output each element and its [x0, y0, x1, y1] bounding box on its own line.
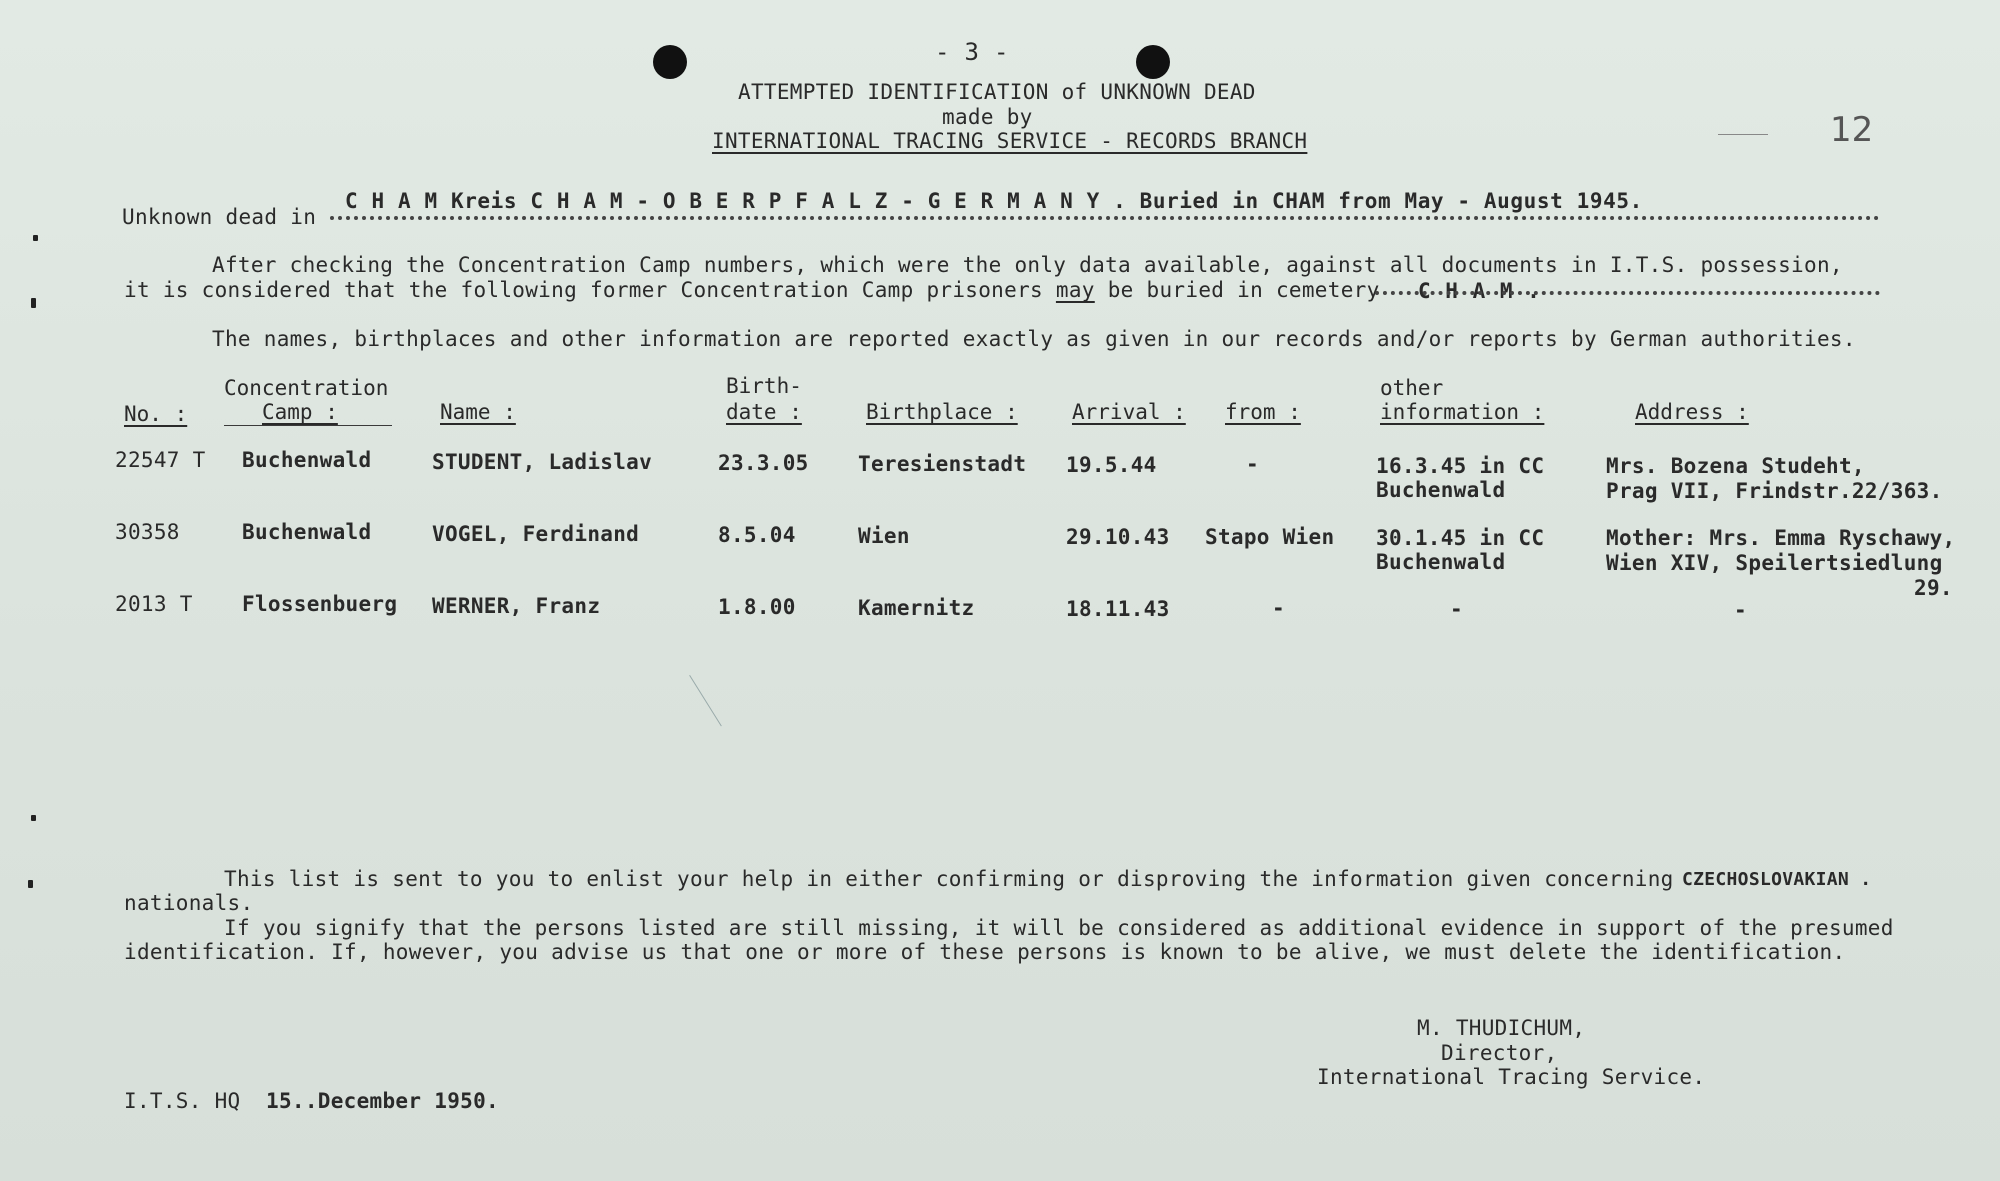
intro-may-word: may [1055, 278, 1095, 302]
cell-from: - [1246, 452, 1259, 476]
footer-date: 15..December 1950. [266, 1089, 499, 1113]
title-line-2: made by [942, 105, 1033, 129]
header-camp: Camp : [262, 400, 338, 424]
cell-birthdate: 8.5.04 [718, 523, 796, 547]
margin-mark [31, 298, 36, 308]
closing-nationality: CZECHOSLOVAKIAN . [1682, 869, 1872, 890]
cell-arrival: 19.5.44 [1066, 453, 1157, 477]
cell-other-1: 16.3.45 in CC [1376, 454, 1545, 478]
header-camp-top: Concentration [224, 376, 389, 400]
closing-p1-line2: nationals. [124, 891, 254, 915]
cell-address-1: Mrs. Bozena Studeht, [1606, 454, 1865, 478]
unknown-dead-label: Unknown dead in [122, 205, 317, 229]
intro-line-1: After checking the Concentration Camp numbers, which were the only data available, against all documents in I.T.S. possession, [212, 253, 1843, 277]
intro-line-2-end: be buried in cemetery [1107, 278, 1380, 302]
header-birth-top: Birth- [726, 374, 802, 398]
closing-p1-line1: This list is sent to you to enlist your help in either confirming or disproving the information given concerning [224, 867, 1674, 891]
title-line-3: INTERNATIONAL TRACING SERVICE - RECORDS BRANCH [712, 129, 1308, 153]
cell-camp: Buchenwald [242, 520, 372, 544]
cell-no: 22547 T [115, 448, 206, 472]
closing-p2-line1: If you signify that the persons listed are still missing, it will be considered as additional evidence in support of the presumed [224, 916, 1894, 940]
signature-name: M. THUDICHUM, [1417, 1016, 1586, 1040]
cell-address-2: Prag VII, Frindstr.22/363. [1606, 479, 1943, 503]
cell-birthplace: Wien [858, 524, 910, 548]
cemetery-name: C H A M . [1418, 279, 1541, 303]
signature-title: Director, [1441, 1041, 1558, 1065]
header-other-top: other [1380, 376, 1444, 400]
header-birthplace: Birthplace : [866, 400, 1018, 424]
cell-other-2: Buchenwald [1376, 478, 1506, 502]
page-number: - 3 - [935, 38, 1009, 66]
paper-scratch [689, 675, 722, 726]
intro-line-3: The names, birthplaces and other information are reported exactly as given in our records and/or reports by German authorities. [212, 327, 1856, 351]
cell-other-1: 30.1.45 in CC [1376, 526, 1545, 550]
folio-dash [1718, 134, 1768, 135]
unknown-dead-location: C H A M Kreis C H A M - O B E R P F A L Z - G E R M A N Y . Buried in CHAM from May - August 1945. [345, 189, 1643, 213]
cell-arrival: 18.11.43 [1066, 597, 1170, 621]
cell-address-3: 29. [1914, 576, 1953, 600]
intro-line-2 [124, 278, 1380, 302]
intro-line-2-start: it is considered that the following former Concentration Camp prisoners [124, 278, 1043, 302]
header-camp-rule [224, 425, 392, 426]
header-birthdate: date : [726, 400, 802, 424]
cell-birthdate: 1.8.00 [718, 595, 796, 619]
dotted-fill-line [330, 216, 1880, 220]
punch-hole-left [653, 45, 687, 79]
margin-mark [33, 235, 38, 241]
cell-birthplace: Teresienstadt [858, 452, 1027, 476]
cell-camp: Buchenwald [242, 448, 372, 472]
cell-name: STUDENT, Ladislav [432, 450, 653, 474]
cell-address-1: Mother: Mrs. Emma Ryschawy, [1606, 526, 1956, 550]
cell-address-1: - [1734, 598, 1747, 622]
cell-camp: Flossenbuerg [242, 592, 398, 616]
cell-from: - [1272, 596, 1285, 620]
header-name: Name : [440, 400, 516, 424]
title-line-1: ATTEMPTED IDENTIFICATION of UNKNOWN DEAD [738, 80, 1256, 104]
folio-number: 12 [1830, 110, 1874, 150]
cell-no: 2013 T [115, 592, 193, 616]
cell-other-2: Buchenwald [1376, 550, 1506, 574]
cell-other-1: - [1450, 597, 1463, 621]
header-no: No. : [124, 402, 188, 426]
signature-org: International Tracing Service. [1317, 1065, 1706, 1089]
cell-arrival: 29.10.43 [1066, 525, 1170, 549]
closing-p2-line2: identification. If, however, you advise us that one or more of these persons is known to be alive, we must delete the identification. [124, 940, 1846, 964]
margin-mark [31, 815, 36, 821]
cell-birthdate: 23.3.05 [718, 451, 809, 475]
cell-name: VOGEL, Ferdinand [432, 522, 640, 546]
punch-hole-right [1136, 45, 1170, 79]
cell-no: 30358 [115, 520, 180, 544]
cell-from: Stapo Wien [1205, 525, 1335, 549]
margin-mark [28, 880, 33, 888]
dotted-fill-line-2 [1375, 291, 1880, 295]
cell-name: WERNER, Franz [432, 594, 601, 618]
footer-prefix: I.T.S. HQ [124, 1089, 241, 1113]
cell-birthplace: Kamernitz [858, 596, 975, 620]
cell-address-2: Wien XIV, Speilertsiedlung [1606, 551, 1943, 575]
header-from: from : [1225, 400, 1301, 424]
header-arrival: Arrival : [1072, 400, 1186, 424]
header-address: Address : [1635, 400, 1749, 424]
header-other: information : [1380, 400, 1545, 424]
